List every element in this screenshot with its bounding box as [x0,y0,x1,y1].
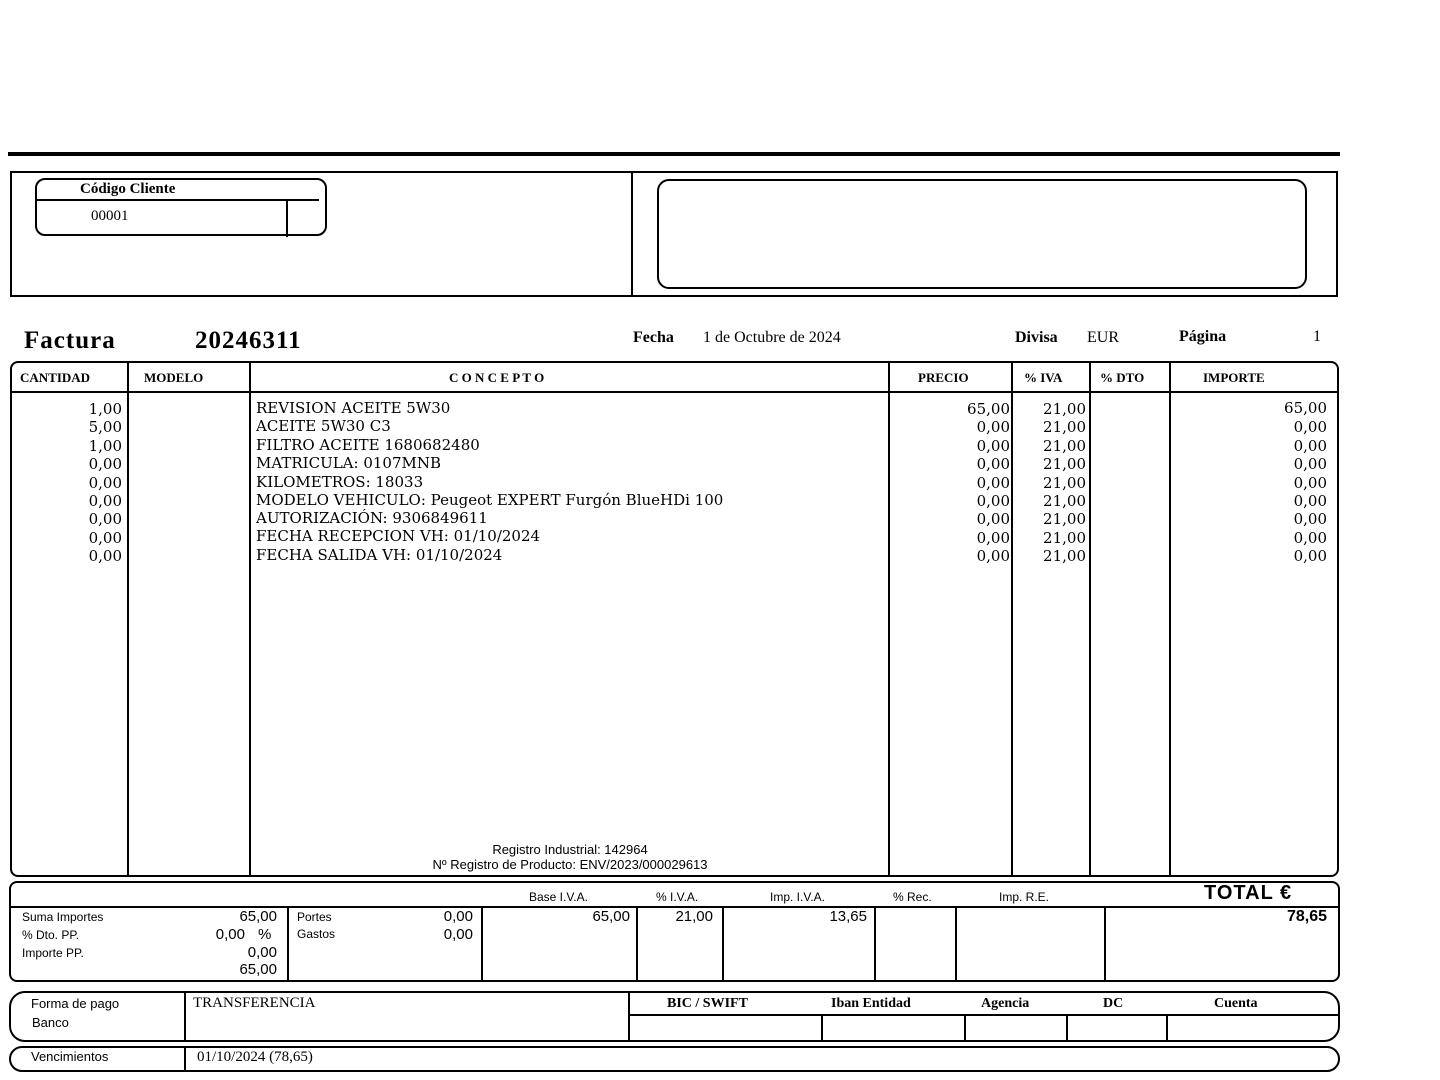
row-precio: 0,00 [976,474,1010,492]
bic-swift-label: BIC / SWIFT [667,996,748,1011]
iban-entidad-label: Iban Entidad [831,996,911,1011]
gastos-label: Gastos [297,927,336,941]
row-importe: 0,00 [1293,455,1327,473]
row-cantidad: 1,00 [88,400,122,418]
header-modelo: MODELO [144,370,204,385]
bank-col-divider [821,1015,823,1042]
bank-col-divider [964,1015,966,1042]
row-concepto: AUTORIZACIÓN: 9306849611 [256,509,488,527]
row-iva: 21,00 [1043,529,1086,547]
forma-pago-label: Forma de pago [31,996,120,1011]
row-iva: 21,00 [1043,547,1086,565]
row-concepto: MATRICULA: 0107MNB [256,454,442,472]
row-cantidad: 0,00 [88,474,122,492]
lines-header-rule [10,391,1339,393]
client-address-box [657,179,1307,289]
dto-pp-unit: % [258,926,272,943]
dto-pp-label: % Dto. PP. [22,928,80,942]
row-precio: 0,00 [976,529,1010,547]
row-concepto: FECHA RECEPCION VH: 01/10/2024 [256,527,541,545]
pct-rec-label: % Rec. [893,890,932,904]
client-code-value: 00001 [91,208,129,224]
header-dto: % DTO [1100,370,1145,385]
totals-divider [955,907,957,981]
row-importe: 0,00 [1293,474,1327,492]
row-cantidad: 5,00 [88,418,122,436]
row-cantidad: 0,00 [88,547,122,565]
row-importe: 0,00 [1293,547,1327,565]
totals-divider [636,907,638,981]
registro-producto: Nº Registro de Producto: ENV/2023/000029613 [432,857,708,872]
invoice-label: Factura [24,327,116,354]
col-divider-dto [1169,361,1171,877]
totals-divider [874,907,876,981]
row-precio: 0,00 [976,418,1010,436]
row-iva: 21,00 [1043,474,1086,492]
importe-pp-label: Importe PP. [22,946,84,960]
row-importe: 0,00 [1293,529,1327,547]
col-divider-precio [1011,361,1013,877]
bank-col-divider [1166,1015,1168,1042]
total-label: TOTAL € [1204,882,1293,904]
row-cantidad: 0,00 [88,510,122,528]
row-iva: 21,00 [1043,400,1086,418]
base-iva-label: Base I.V.A. [529,890,588,904]
row-cantidad: 0,00 [88,455,122,473]
totals-divider [1104,907,1106,981]
col-divider-modelo [249,361,251,877]
importe-pp-value: 0,00 [247,944,277,961]
row-importe: 0,00 [1293,418,1327,436]
header-precio: PRECIO [918,370,969,385]
page-label: Página [1179,328,1227,345]
currency-value: EUR [1087,329,1119,346]
base-iva-value: 65,00 [592,908,630,925]
row-cantidad: 1,00 [88,437,122,455]
row-concepto: ACEITE 5W30 C3 [256,417,391,435]
registro-industrial: Registro Industrial: 142964 [492,842,648,857]
imp-re-label: Imp. R.E. [999,890,1050,904]
row-iva: 21,00 [1043,437,1086,455]
gastos-value: 0,00 [443,926,473,943]
total-value: 78,65 [1286,908,1327,925]
row-iva: 21,00 [1043,492,1086,510]
row-iva: 21,00 [1043,510,1086,528]
bank-col-divider [1066,1015,1068,1042]
row-precio: 0,00 [976,437,1010,455]
suma-importes-label: Suma Importes [22,910,104,924]
totals-divider [722,907,724,981]
client-header-divider [631,171,633,297]
client-code-divider [286,200,288,237]
totals-divider [287,907,289,981]
suma-importes-value: 65,00 [239,908,277,925]
header-concepto: C O N C E P T O [449,370,545,385]
row-iva: 21,00 [1043,418,1086,436]
imp-iva-label: Imp. I.V.A. [770,890,825,904]
page-value: 1 [1313,328,1321,345]
row-importe: 0,00 [1293,437,1327,455]
row-concepto: KILOMETROS: 18033 [256,473,424,491]
currency-label: Divisa [1015,329,1058,346]
row-importe: 0,00 [1293,510,1327,528]
col-divider-concepto [888,361,890,877]
row-precio: 0,00 [976,547,1010,565]
subtotal-value: 65,00 [239,961,277,978]
dc-label: DC [1103,996,1124,1011]
header-iva: % IVA [1024,370,1063,385]
row-iva: 21,00 [1043,455,1086,473]
dto-pp-value: 0,00 [215,926,245,943]
pct-iva-label: % I.V.A. [656,890,699,904]
row-precio: 0,00 [976,510,1010,528]
client-code-rule [37,199,319,201]
row-precio: 0,00 [976,492,1010,510]
top-rule [8,152,1340,156]
row-importe: 65,00 [1284,399,1327,417]
date-value: 1 de Octubre de 2024 [703,329,841,346]
payment-divider [628,991,630,1042]
row-precio: 65,00 [967,400,1010,418]
vencimientos-value: 01/10/2024 (78,65) [197,1049,313,1065]
pct-iva-value: 21,00 [675,908,713,925]
portes-label: Portes [297,910,332,924]
header-cantidad: CANTIDAD [20,370,91,385]
imp-iva-value: 13,65 [829,908,867,925]
row-precio: 0,00 [976,455,1010,473]
forma-pago-value: TRANSFERENCIA [193,995,316,1011]
date-label: Fecha [633,329,674,346]
payment-divider [184,991,186,1042]
portes-value: 0,00 [443,908,473,925]
invoice-number: 20246311 [195,327,302,354]
banco-label: Banco [32,1015,69,1030]
vencimientos-divider [184,1046,186,1072]
row-concepto: REVISION ACEITE 5W30 [256,399,451,417]
row-concepto: FECHA SALIDA VH: 01/10/2024 [256,546,503,564]
lines-table [10,361,1339,877]
client-code-box [35,178,327,236]
agencia-label: Agencia [981,996,1030,1011]
row-cantidad: 0,00 [88,492,122,510]
client-code-label: Código Cliente [80,181,176,197]
row-importe: 0,00 [1293,492,1327,510]
totals-divider [481,907,483,981]
row-concepto: FILTRO ACEITE 1680682480 [256,436,480,454]
col-divider-cantidad [127,361,129,877]
row-concepto: MODELO VEHICULO: Peugeot EXPERT Furgón BlueHDi 100 [256,491,724,509]
vencimientos-label: Vencimientos [31,1049,109,1064]
row-cantidad: 0,00 [88,529,122,547]
bank-header-rule [629,1014,1339,1016]
cuenta-label: Cuenta [1214,996,1258,1011]
header-importe: IMPORTE [1203,370,1265,385]
col-divider-iva [1089,361,1091,877]
